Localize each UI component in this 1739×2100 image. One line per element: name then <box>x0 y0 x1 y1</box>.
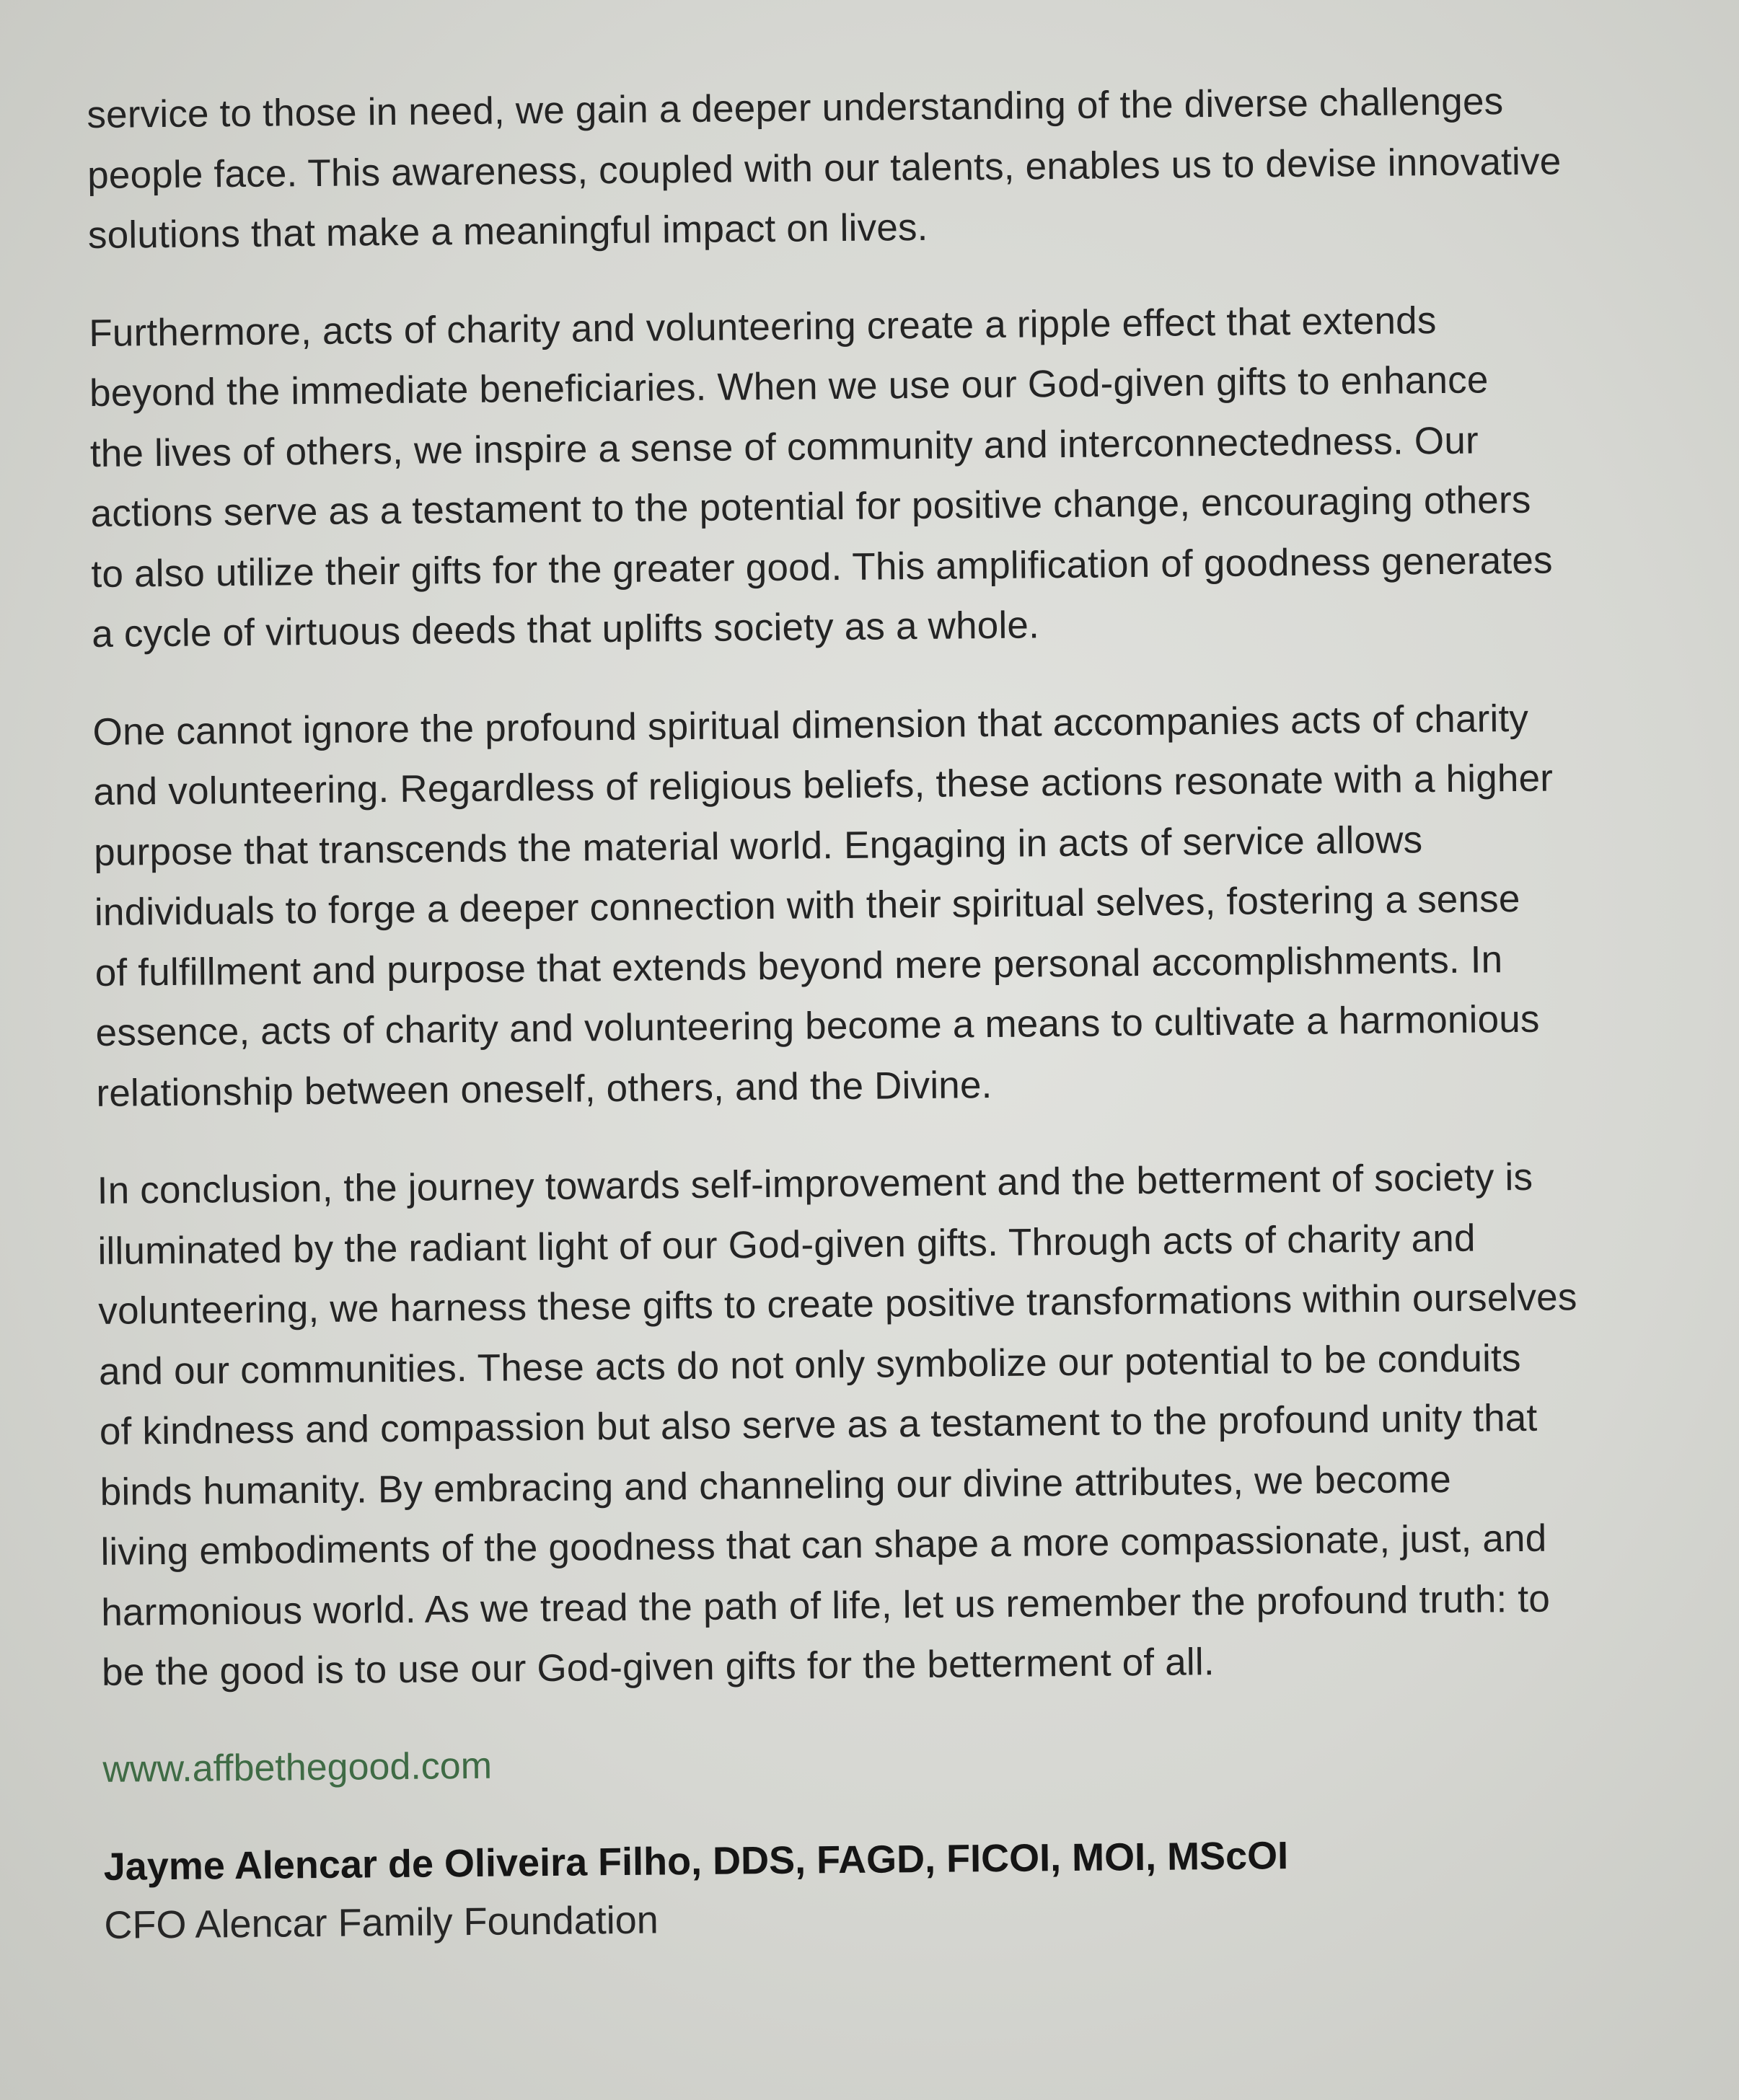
text-line: service to those in need, we gain a deeper understanding of the diverse challenges <box>87 80 1504 136</box>
text-line: In conclusion, the journey towards self-improvement and the betterment of society is <box>97 1155 1533 1212</box>
paragraph-1 <box>87 70 1660 265</box>
text-line: relationship between oneself, others, and the Divine. <box>96 1063 992 1115</box>
paragraph-2 <box>89 288 1665 665</box>
paragraph-3 <box>92 687 1669 1124</box>
text-line: and our communities. These acts do not only symbolize our potential to be conduits <box>98 1336 1521 1393</box>
website-link[interactable]: www.affbethegood.com <box>102 1744 493 1791</box>
text-line: of fulfillment and purpose that extends beyond mere personal accomplishments. In <box>94 938 1503 994</box>
text-column <box>87 70 1677 1954</box>
text-line: binds humanity. By embracing and channeling our divine attributes, we become <box>100 1457 1452 1514</box>
text-line: solutions that make a meaningful impact on lives. <box>87 206 928 257</box>
text-line: purpose that transcends the material world. Engaging in acts of service allows <box>93 818 1423 874</box>
text-line: One cannot ignore the profound spiritual dimension that accompanies acts of charity <box>92 697 1529 754</box>
author-title: CFO Alencar Family Foundation <box>104 1898 659 1947</box>
text-line: individuals to forge a deeper connection with their spiritual selves, fostering a sense <box>94 877 1520 934</box>
text-line: Furthermore, acts of charity and volunteering create a ripple effect that extends <box>89 299 1437 355</box>
text-line: the lives of others, we inspire a sense of community and interconnectedness. Our <box>89 418 1479 475</box>
text-line: illuminated by the radiant light of our God-given gifts. Through acts of charity and <box>97 1217 1476 1273</box>
text-line: actions serve as a testament to the potential for positive change, encouraging others <box>90 478 1531 535</box>
text-line: be the good is to use our God-given gifts for the betterment of all. <box>101 1641 1215 1694</box>
text-line: people face. This awareness, coupled with our talents, enables us to devise innovative <box>87 139 1562 197</box>
text-line: volunteering, we harness these gifts to create positive transformations within ourselves <box>98 1276 1577 1333</box>
text-line: a cycle of virtuous deeds that uplifts society as a whole. <box>92 604 1040 656</box>
text-line: and volunteering. Regardless of religious beliefs, these actions resonate with a higher <box>93 756 1554 813</box>
text-line: harmonious world. As we tread the path of life, let us remember the profound truth: to <box>101 1577 1551 1634</box>
paragraph-4 <box>97 1146 1674 1703</box>
text-line: living embodiments of the goodness that can shape a more compassionate, just, and <box>100 1517 1547 1574</box>
text-line: to also utilize their gifts for the greater good. This amplification of goodness generates <box>91 539 1553 596</box>
text-line: of kindness and compassion but also serve as a testament to the profound unity that <box>99 1396 1538 1453</box>
text-line: beyond the immediate beneficiaries. When we use our God-given gifts to enhance <box>89 358 1489 415</box>
author-name: Jayme Alencar de Oliveira Filho, DDS, FAGD, FICOI, MOI, MScOI <box>103 1833 1289 1889</box>
text-line: essence, acts of charity and volunteering become a means to cultivate a harmonious <box>95 997 1540 1054</box>
